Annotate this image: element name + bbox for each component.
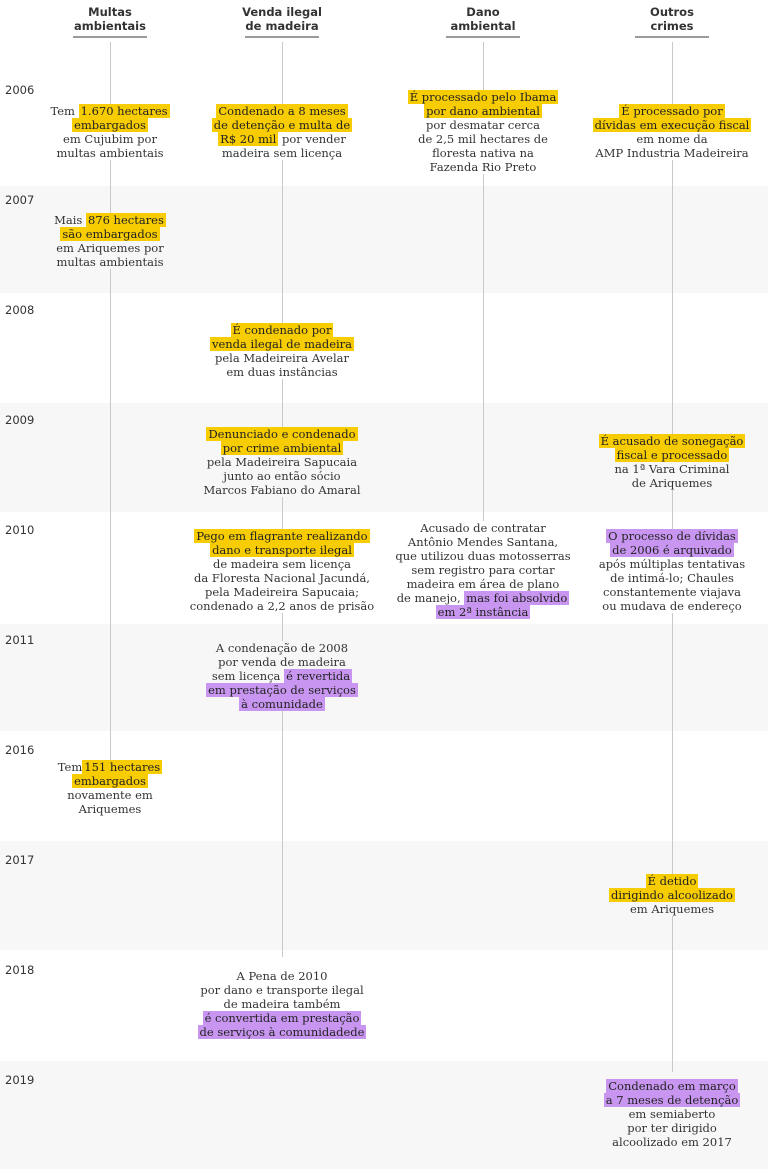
- event-highlight: 876 hectares: [87, 213, 164, 227]
- event-highlight: dirigindo alcoolizado: [611, 888, 733, 902]
- event-text: Mais: [54, 213, 83, 227]
- event-text: pela Madeireira Sapucaia: [206, 455, 358, 469]
- event-highlight: dívidas em execução fiscal: [594, 118, 750, 132]
- event-text: A condenação de 2008: [215, 641, 349, 655]
- column-header-line: Outros: [650, 5, 694, 19]
- year-label-2006: 2006: [5, 83, 35, 97]
- event-highlight: mas foi absolvido: [466, 591, 568, 605]
- event-text: AMP Industria Madeireira: [595, 146, 749, 160]
- event-text: Tem: [57, 760, 83, 774]
- column-header-rule: [635, 36, 709, 38]
- event-text: em Ariquemes por: [56, 241, 164, 255]
- event-highlight: Condenado a 8 meses: [218, 104, 346, 118]
- event-text: em Cujubim por: [63, 132, 157, 146]
- event-text: Ariquemes: [78, 802, 142, 816]
- event-highlight: É processado por: [621, 104, 723, 118]
- event-text: que utilizou duas motosserras: [395, 549, 571, 563]
- event-highlight: por crime ambiental: [222, 441, 342, 455]
- year-label-2008: 2008: [5, 303, 35, 317]
- event-text: Marcos Fabiano do Amaral: [203, 483, 361, 497]
- event-text: pela Madeireira Sapucaia;: [204, 585, 360, 599]
- event-highlight: em 2ª instância: [437, 605, 529, 619]
- event-highlight: em prestação de serviços: [208, 683, 356, 697]
- event-highlight: é convertida em prestação: [204, 1011, 360, 1025]
- year-label-2019: 2019: [5, 1073, 35, 1087]
- event-multas-2006: [40, 104, 180, 160]
- column-header-rule: [245, 36, 319, 38]
- event-highlight: Denunciado e condenado: [208, 427, 356, 441]
- event-text: por vender: [282, 132, 346, 146]
- event-venda-2009: [192, 427, 372, 497]
- event-text: multas ambientais: [56, 255, 164, 269]
- event-highlight: são embargados: [62, 227, 158, 241]
- event-text: floresta nativa na: [432, 146, 534, 160]
- event-text: após múltiplas tentativas: [598, 557, 746, 571]
- column-header-outros: [587, 5, 757, 38]
- row-band-2011: [0, 624, 768, 731]
- event-highlight: à comunidade: [241, 697, 323, 711]
- event-text: madeira sem licença: [221, 146, 343, 160]
- event-highlight: O processo de dívidas: [608, 529, 736, 543]
- event-highlight: embargados: [74, 118, 146, 132]
- event-text: por desmatar cerca: [426, 118, 540, 132]
- event-text: de manejo,: [396, 591, 461, 605]
- event-text: A Pena de 2010: [236, 969, 328, 983]
- event-text: de madeira sem licença: [212, 557, 351, 571]
- event-highlight: de detenção e multa de: [213, 118, 351, 132]
- event-text: de intimá-lo; Chaules: [610, 571, 734, 585]
- event-highlight: É detido: [647, 874, 697, 888]
- event-text: por venda de madeira: [218, 655, 346, 669]
- event-highlight: de 2006 é arquivado: [612, 543, 732, 557]
- event-venda-2010: [187, 529, 377, 613]
- event-venda-2018: [187, 969, 377, 1039]
- year-label-2010: 2010: [5, 523, 35, 537]
- event-highlight: É acusado de sonegação: [600, 434, 744, 448]
- event-text: Tem: [50, 104, 75, 118]
- event-outros-2009: [587, 434, 757, 490]
- event-outros-2010: [587, 529, 757, 613]
- event-text: constantemente viajava: [603, 585, 741, 599]
- year-label-2016: 2016: [5, 743, 35, 757]
- column-header-line: ambientais: [74, 19, 146, 33]
- event-outros-2019: [587, 1079, 757, 1149]
- event-text: por ter dirigido: [627, 1121, 717, 1135]
- event-highlight: de serviços à comunidadede: [199, 1025, 365, 1039]
- event-text: alcoolizado em 2017: [612, 1135, 732, 1149]
- column-header-line: crimes: [650, 19, 694, 33]
- year-label-2007: 2007: [5, 193, 35, 207]
- event-text: em Ariquemes: [629, 902, 715, 916]
- event-venda-2006: [192, 104, 372, 160]
- event-text: na 1ª Vara Criminal: [614, 462, 730, 476]
- event-highlight: dano e transporte ilegal: [212, 543, 352, 557]
- column-header-line: de madeira: [245, 19, 319, 33]
- event-text: ou mudava de endereço: [602, 599, 742, 613]
- event-text: da Floresta Nacional Jacundá,: [194, 571, 370, 585]
- year-label-2018: 2018: [5, 963, 35, 977]
- column-header-venda: [197, 5, 367, 38]
- event-text: madeira em área de plano: [406, 577, 560, 591]
- event-text: Antônio Mendes Santana,: [407, 535, 559, 549]
- event-highlight: a 7 meses de detenção: [605, 1093, 739, 1107]
- column-header-line: Multas: [88, 5, 132, 19]
- event-highlight: é revertida: [286, 669, 351, 683]
- event-text: em semiaberto: [628, 1107, 716, 1121]
- event-text: multas ambientais: [56, 146, 164, 160]
- event-multas-2007: [40, 213, 180, 269]
- event-dano-2006: [398, 90, 568, 174]
- column-header-rule: [446, 36, 520, 38]
- event-text: em duas instâncias: [226, 365, 338, 379]
- year-label-2017: 2017: [5, 853, 35, 867]
- event-outros-2006: [587, 104, 757, 160]
- event-text: por dano e transporte ilegal: [200, 983, 364, 997]
- event-highlight: venda ilegal de madeira: [211, 337, 353, 351]
- event-highlight: por dano ambiental: [426, 104, 540, 118]
- event-text: pela Madeireira Avelar: [215, 351, 349, 365]
- event-text: Fazenda Rio Preto: [429, 160, 537, 174]
- column-header-dano: [398, 5, 568, 38]
- event-highlight: 1.670 hectares: [80, 104, 168, 118]
- year-label-2011: 2011: [5, 633, 35, 647]
- event-text: de Ariquemes: [631, 476, 713, 490]
- event-highlight: Condenado em março: [608, 1079, 736, 1093]
- column-header-multas: [25, 5, 195, 38]
- event-highlight: fiscal e processado: [616, 448, 728, 462]
- event-text: de 2,5 mil hectares de: [418, 132, 548, 146]
- timeline-line-venda: [282, 42, 283, 957]
- column-header-rule: [73, 36, 147, 38]
- event-text: de madeira também: [223, 997, 341, 1011]
- event-highlight: É processado pelo Ibama: [409, 90, 557, 104]
- column-header-line: Venda ilegal: [242, 5, 322, 19]
- event-highlight: É condenado por: [232, 323, 332, 337]
- event-outros-2017: [587, 874, 757, 916]
- event-text: sem licença: [211, 669, 281, 683]
- event-highlight: embargados: [74, 774, 146, 788]
- event-text: sem registro para cortar: [411, 563, 555, 577]
- event-highlight: Pego em flagrante realizando: [196, 529, 368, 543]
- event-venda-2011: [192, 641, 372, 711]
- event-text: junto ao então sócio: [223, 469, 341, 483]
- event-dano-2010: [388, 521, 578, 619]
- event-multas-2016: [40, 760, 180, 816]
- column-header-line: ambiental: [450, 19, 516, 33]
- event-text: Acusado de contratar: [420, 521, 546, 535]
- year-label-2009: 2009: [5, 413, 35, 427]
- column-header-line: Dano: [466, 5, 500, 19]
- event-text: condenado a 2,2 anos de prisão: [189, 599, 375, 613]
- event-text: em nome da: [636, 132, 708, 146]
- event-text: novamente em: [67, 788, 153, 802]
- event-highlight: 151 hectares: [84, 760, 161, 774]
- event-highlight: R$ 20 mil: [220, 132, 277, 146]
- event-venda-2008: [192, 323, 372, 379]
